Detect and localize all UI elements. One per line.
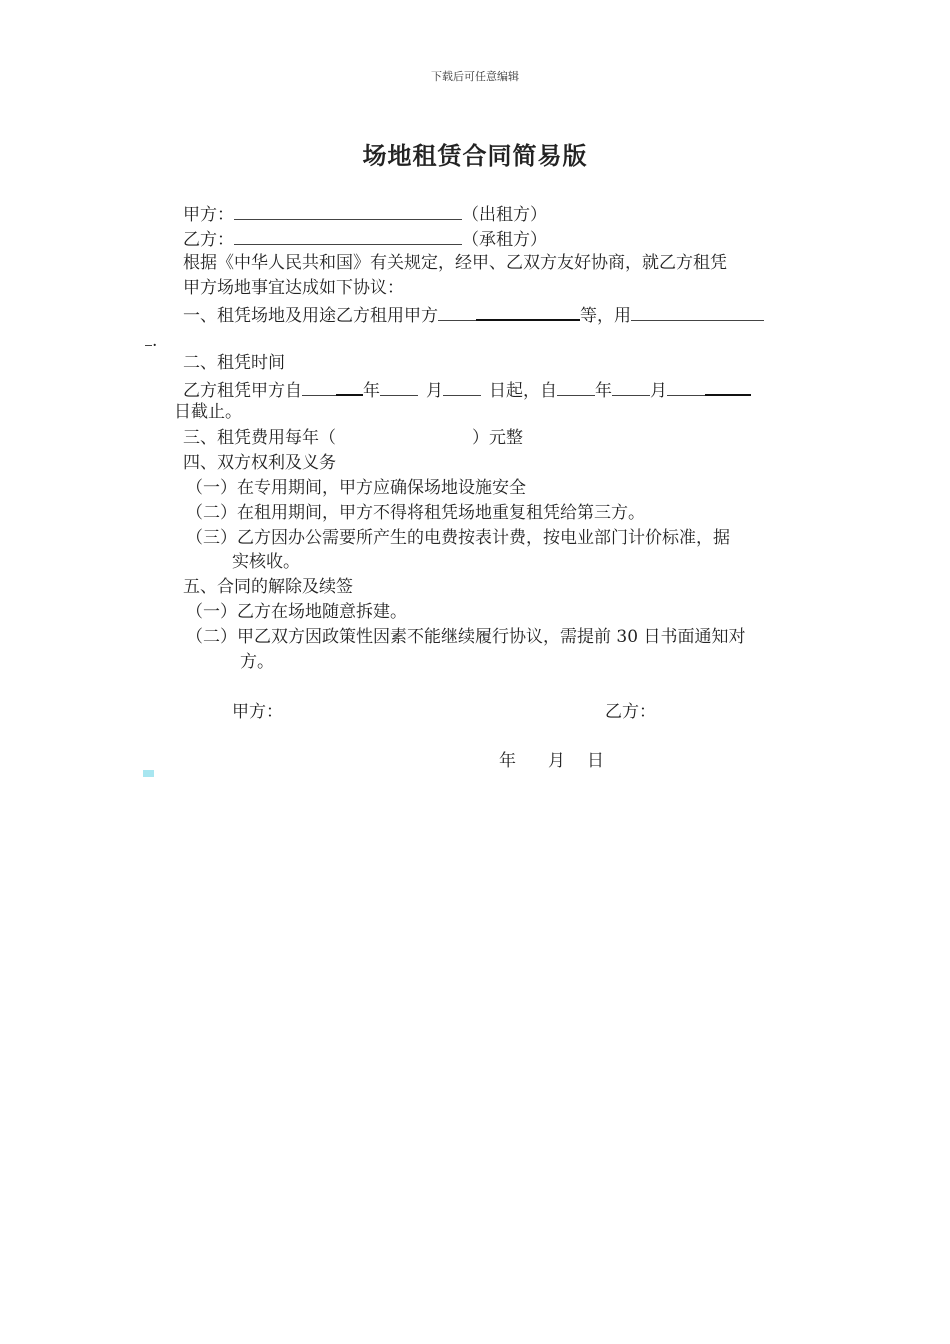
start-year-label: 年 <box>363 381 380 401</box>
section-1-blank-a[interactable] <box>438 302 476 321</box>
section-1-line <box>183 301 764 328</box>
party-b-role: （承租方） <box>462 230 547 250</box>
section-5-item-2-cont: 方。 <box>240 652 274 672</box>
section-4-item-3-cont: 实核收。 <box>232 552 300 572</box>
section-3-line <box>183 426 523 450</box>
section-1-text: 一、租凭场地及用途乙方租用甲方 <box>183 306 438 326</box>
section-2-until: 日截止。 <box>174 402 242 422</box>
start-day-blank[interactable] <box>443 377 481 396</box>
end-month-blank[interactable] <box>612 377 650 396</box>
signature-party-a: 甲方： <box>232 702 283 722</box>
date-year-label: 年 <box>499 751 516 771</box>
end-month-label: 月 <box>650 381 667 401</box>
section-1-end: . <box>152 331 158 351</box>
signature-party-b: 乙方： <box>605 702 656 722</box>
section-3-prefix: 三、租凭费用每年（ <box>183 428 336 448</box>
end-year-label: 年 <box>595 381 612 401</box>
section-2-from-day: 日起，自 <box>489 381 557 401</box>
party-a-blank[interactable] <box>234 201 462 220</box>
start-month-blank[interactable] <box>380 377 418 396</box>
section-4-heading: 四、双方权利及义务 <box>183 453 336 473</box>
section-5-item-2: （二）甲乙双方因政策性因素不能继续履行协议，需提前 30 日书面通知对 <box>186 627 746 647</box>
section-3-suffix: ）元整 <box>472 428 523 448</box>
party-b-label: 乙方： <box>183 230 234 250</box>
section-1-mid: 等，用 <box>580 306 631 326</box>
header-note: 下载后可任意编辑 <box>431 70 519 83</box>
end-year-blank[interactable] <box>557 377 595 396</box>
preamble-line-1: 根据《中华人民共和国》有关规定，经甲、乙双方友好协商，就乙方租凭 <box>183 253 727 273</box>
section-5-heading: 五、合同的解除及续签 <box>183 577 353 597</box>
date-month-label: 月 <box>548 751 565 771</box>
section-2-heading: 二、租凭时间 <box>183 353 285 373</box>
party-a-line <box>183 201 547 227</box>
section-4-item-2: （二）在租用期间，甲方不得将租凭场地重复租凭给第三方。 <box>186 503 645 523</box>
party-a-label: 甲方： <box>183 205 234 225</box>
section-4-item-1: （一）在专用期间，甲方应确保场地设施安全 <box>186 478 526 498</box>
section-2-dates-line <box>183 376 751 403</box>
section-1-continuation <box>145 327 157 353</box>
date-day-label: 日 <box>587 751 604 771</box>
start-year-blank-b[interactable] <box>336 376 363 396</box>
party-b-line <box>183 226 547 252</box>
preamble-line-2: 甲方场地事宜达成如下协议： <box>183 278 404 298</box>
end-day-blank-a[interactable] <box>667 377 705 396</box>
section-1-blank-b[interactable] <box>476 301 580 321</box>
highlight-marker <box>143 770 154 777</box>
document-title: 场地租赁合同简易版 <box>362 141 588 170</box>
party-b-blank[interactable] <box>234 226 462 245</box>
section-5-item-1: （一）乙方在场地随意拆建。 <box>186 602 407 622</box>
section-4-item-3: （三）乙方因办公需要所产生的电费按表计费，按电业部门计价标准，据 <box>186 528 730 548</box>
section-1-usage-blank-cont[interactable] <box>145 327 152 346</box>
end-day-blank-b[interactable] <box>705 376 751 396</box>
start-month-label: 月 <box>426 381 443 401</box>
section-1-usage-blank[interactable] <box>631 302 764 321</box>
start-year-blank-a[interactable] <box>302 377 336 396</box>
party-a-role: （出租方） <box>462 205 547 225</box>
signature-date <box>499 749 604 773</box>
section-2-prefix: 乙方租凭甲方自 <box>183 381 302 401</box>
